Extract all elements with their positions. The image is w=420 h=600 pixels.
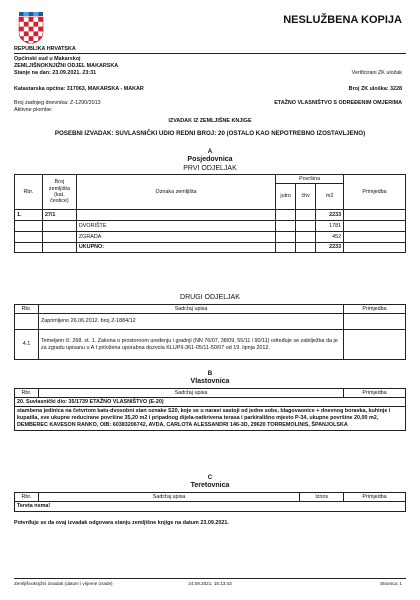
watermark-title: NESLUŽBENA KOPIJA bbox=[283, 14, 402, 26]
total-label: UKUPNO: bbox=[76, 243, 275, 253]
court-name: Općinski sud u Makarskoj bbox=[14, 56, 81, 62]
col-rbr: Rbr. bbox=[15, 175, 43, 210]
table-row bbox=[15, 210, 406, 221]
section-a-part1-title: PRVI ODJELJAK bbox=[183, 165, 237, 172]
last-diary-number: Broj zadnjeg dnevnika: Z-1290/2013 bbox=[14, 100, 101, 106]
col-area: Površina bbox=[276, 175, 344, 184]
total-m2: 2233 bbox=[316, 243, 344, 253]
col-content: Sadržaj upisa bbox=[38, 493, 299, 502]
cell-label bbox=[76, 210, 275, 221]
col-note: Primjedba bbox=[344, 175, 406, 210]
ownership-type: ETAŽNO VLASNIŠTVO S ODREĐENIM OMJERIMA bbox=[274, 100, 402, 106]
department-name: ZEMLJIŠNOKNJIŽNI ODJEL MAKARSKA bbox=[14, 63, 119, 69]
page-number: Stranica: 1 bbox=[380, 581, 402, 586]
verified-label: Verificirani ZK uložak bbox=[351, 70, 402, 76]
cadastral-municipality: Katastarska općina: 317063, MAKARSKA - MAKAR bbox=[14, 86, 144, 92]
section-b-title: Vlastovnica bbox=[190, 378, 230, 385]
section-b-letter: B bbox=[207, 370, 213, 377]
footer-divider bbox=[14, 578, 406, 579]
col-content: Sadržaj upisa bbox=[38, 389, 343, 398]
owner-description: stambena jedinica na četvrtom katu-dvosobni stan oznake S20, koje se u naravi sastoji od jedne sobe, blagovaonice + dnevnog boravka, kuhinje i kupatila, sve ukupne reducirane površine 35,20 m2 i pripadnog dijela-natkrivena terasa i parkirališno mjesto P-34, ukupne površine 20,00 m2, bbox=[17, 408, 391, 421]
owner-entry bbox=[15, 407, 406, 431]
section-a-part2-title: DRUGI ODJELJAK bbox=[180, 294, 240, 301]
col-note: Primjedba bbox=[344, 493, 406, 502]
owner-name: DEMBEREC KAVESON RANKO, OIB: 60383206742, AVDA, CARLOTA ALESSANDRI 146-3D, 29620 TORREMOLINIS, ŠPANJOLSKA bbox=[17, 422, 348, 428]
table-row bbox=[15, 232, 406, 243]
part2-table bbox=[14, 304, 406, 360]
col-chv: čhv bbox=[296, 184, 316, 210]
col-parcel: Broj zemljišta (kat. čestice) bbox=[42, 175, 76, 210]
section-c-letter: C bbox=[207, 474, 213, 481]
owner-share-title: 20. Suvlasnički dio: 35/1739 ETAŽNO VLASNIŠTVO (E-20) bbox=[15, 398, 406, 407]
cell-m2: 1781 bbox=[316, 221, 344, 232]
state-date: Stanje na dan: 23.09.2021. 23:31 bbox=[14, 70, 97, 76]
col-rbr: Rbr. bbox=[15, 493, 39, 502]
section-a-letter: A bbox=[207, 148, 213, 155]
col-rbr: Rbr. bbox=[15, 305, 39, 314]
zk-number: Broj ZK uloška: 3228 bbox=[348, 86, 402, 92]
col-note: Primjedba bbox=[344, 305, 406, 314]
cell-label: ZGRADA bbox=[76, 232, 275, 243]
cell-m2: 2233 bbox=[316, 210, 344, 221]
ownership-table bbox=[14, 388, 406, 431]
entry-received: Zaprimljeno 26.06.2012. broj Z-1884/12 bbox=[38, 314, 343, 330]
total-row bbox=[15, 243, 406, 253]
col-rbr: Rbr. bbox=[15, 389, 39, 398]
cell-label: DVORIŠTE bbox=[76, 221, 275, 232]
active-notes: Aktivne plombe: bbox=[14, 107, 53, 113]
col-jutro: jutro bbox=[276, 184, 296, 210]
cell-rbr: 1. bbox=[15, 210, 43, 221]
croatian-coat-of-arms-icon bbox=[18, 12, 44, 44]
entry-number: 4.1 bbox=[15, 330, 39, 360]
cell-m2: 452 bbox=[316, 232, 344, 243]
col-note: Primjedba bbox=[344, 389, 406, 398]
document-title: IZVADAK IZ ZEMLJIŠNE KNJIGE bbox=[168, 118, 252, 124]
col-amount: Iznos bbox=[300, 493, 344, 502]
table-row bbox=[15, 221, 406, 232]
col-m2: m2 bbox=[316, 184, 344, 210]
encumbrance-table bbox=[14, 492, 406, 512]
land-table bbox=[14, 174, 406, 253]
footer-datetime: 24.09.2021. 15:13:43 bbox=[188, 581, 232, 586]
footer-left: Zemljišnoknjižni izvadak (datum i vrijeme izrade) bbox=[14, 581, 113, 586]
col-label: Oznaka zemljišta bbox=[76, 175, 275, 210]
republic-label: REPUBLIKA HRVATSKA bbox=[14, 46, 76, 52]
encumbrance-entry: Tereta nema! bbox=[15, 502, 406, 512]
document-page bbox=[10, 8, 410, 594]
section-c-title: Teretovnica bbox=[190, 482, 230, 489]
section-a-title: Posjedovnica bbox=[187, 156, 233, 163]
header-divider bbox=[14, 53, 406, 54]
document-subtitle: POSEBNI IZVADAK: SUVLASNIČKI UDIO REDNI BROJ: 20 (OSTALO KAO NEPOTREBNO IZOSTAVLJENO) bbox=[54, 130, 366, 137]
confirmation-text: Potvrđuje se da ovaj izvadak odgovara stanju zemljišne knjige na datum 23.09.2021. bbox=[14, 520, 229, 526]
col-content: Sadržaj upisa bbox=[38, 305, 343, 314]
cell-parcel: 27/1 bbox=[42, 210, 76, 221]
entry-text: Temeljem čl. 268. st. 1. Zakona o prostornom uređenju i gradnji (NN 76/07, 38/09, 55/11 i 90/11) određuje se zabilježba da je za zgradu upisanu u A I priložena uporabna dozvola KLUPII-361-05/11-50/07 od 19. lipnja 2012. bbox=[38, 330, 343, 360]
